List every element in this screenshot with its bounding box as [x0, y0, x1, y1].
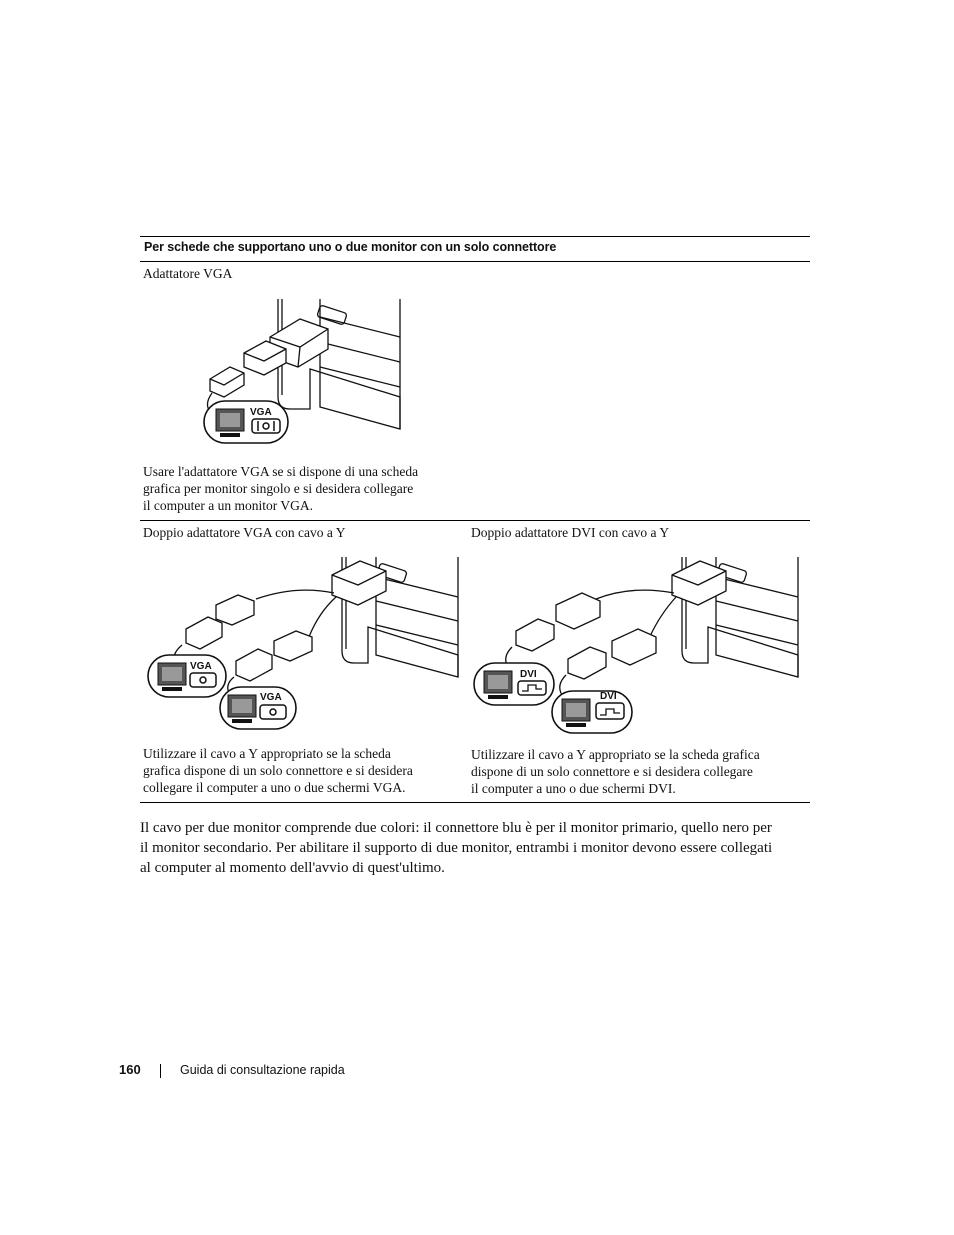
dual-dvi-illustration [472, 555, 802, 735]
table-row-rule [140, 520, 810, 521]
dual-vga-illustration [146, 555, 462, 733]
cell-vga-adapter-description: Usare l'adattatore VGA se si dispone di una scheda grafica per monitor singolo e si desidera collegare il computer a un monitor VGA. [143, 464, 419, 513]
cell-dual-vga-caption: Doppio adattatore VGA con cavo a Y [143, 525, 346, 540]
vga-label: VGA [250, 407, 272, 418]
cell-vga-adapter-caption: Adattatore VGA [143, 266, 233, 281]
dvi-label-2: DVI [600, 691, 617, 702]
footer-title: Guida di consultazione rapida [180, 1063, 345, 1077]
table-top-rule [140, 236, 810, 237]
table-bottom-rule [140, 802, 810, 803]
body-paragraph: Il cavo per due monitor comprende due colori: il connettore blu è per il monitor primario, quello nero per il monitor secondario. Per abilitare il supporto di due monitor, entrambi i monitor devono essere collegati al computer al momento dell'avvio di quest'ultimo. [140, 820, 773, 876]
cell-dual-dvi-caption: Doppio adattatore DVI con cavo a Y [471, 525, 670, 540]
cell-dual-dvi-description: Utilizzare il cavo a Y appropriato se la scheda grafica dispone di un solo connettore e si desidera collegare il computer a uno o due schermi DVI. [471, 747, 760, 796]
table-header: Per schede che supportano uno o due monitor con un solo connettore [144, 240, 557, 254]
vga-label-2: VGA [260, 692, 282, 703]
vga-adapter-illustration [200, 297, 405, 447]
page-number: 160 [119, 1062, 141, 1077]
dvi-label-1: DVI [520, 669, 537, 680]
cell-dual-vga-description: Utilizzare il cavo a Y appropriato se la scheda grafica dispone di un solo connettore e si desidera collegare il computer a uno o due schermi VGA. [143, 746, 413, 795]
vga-label-1: VGA [190, 661, 212, 672]
footer-separator [160, 1064, 161, 1078]
table-header-rule [140, 261, 810, 262]
